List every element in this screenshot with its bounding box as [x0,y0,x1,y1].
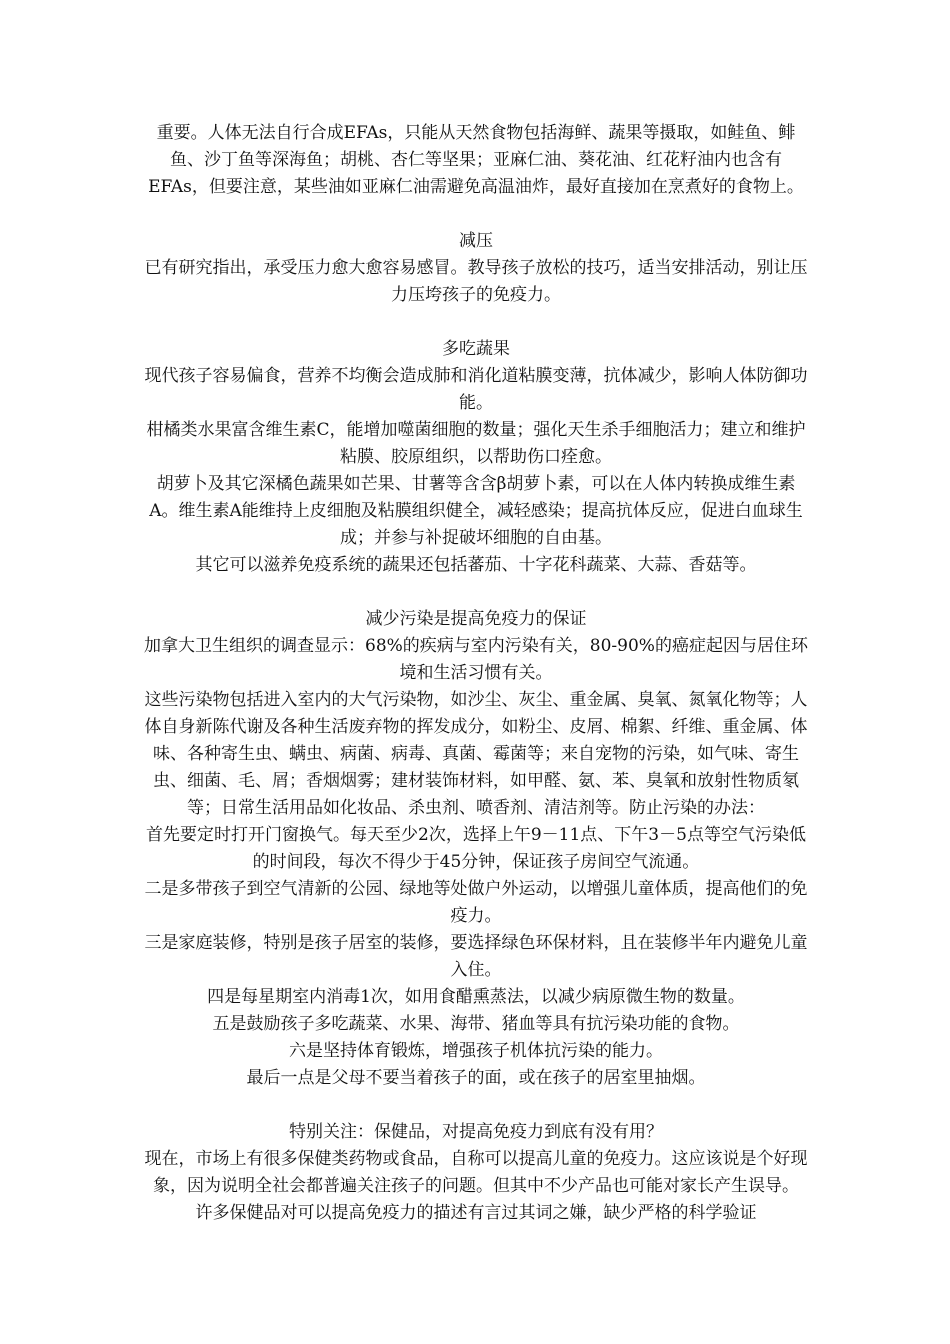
heading-vegetables: 多吃蔬果 [442,339,510,359]
section-gap [144,1092,808,1119]
paragraph: 胡萝卜及其它深橘色蔬果如芒果、甘薯等含含β胡萝卜素，可以在人体内转换成维生素A。维生素A能维持上皮细胞及粘膜组织健全，减轻感染；提高抗体反应，促进白血球生成；并参与补捉破坏细胞的自由基。 [149,474,803,548]
paragraph: 加拿大卫生组织的调查显示：68%的疾病与室内污染有关，80-90%的癌症起因与居住环境和生活习惯有关。 [144,636,808,683]
heading-stress: 减压 [459,231,493,251]
paragraph: 许多保健品对可以提高免疫力的描述有言过其词之嫌，缺少严格的科学验证 [195,1203,757,1223]
paragraph: 五是鼓励孩子多吃蔬菜、水果、海带、猪血等具有抗污染功能的食物。 [212,1014,740,1034]
paragraph: 六是坚持体育锻炼，增强孩子机体抗污染的能力。 [289,1041,663,1061]
paragraph: 已有研究指出，承受压力愈大愈容易感冒。教导孩子放松的技巧，适当安排活动，别让压力压垮孩子的免疫力。 [144,258,808,305]
paragraph: 首先要定时打开门窗换气。每天至少2次，选择上午9－11点、下午3－5点等空气污染低的时间段，每次不得少于45分钟，保证孩子房间空气流通。 [146,825,806,872]
document-page [144,120,808,1227]
paragraph: 现代孩子容易偏食，营养不均衡会造成肺和消化道粘膜变薄，抗体减少，影响人体防御功能。 [144,366,808,413]
paragraph: 二是多带孩子到空气清新的公园、绿地等处做户外运动，以增强儿童体质，提高他们的免疫力。 [144,879,808,926]
paragraph: 其它可以滋养免疫系统的蔬果还包括蕃茄、十字花科蔬菜、大蒜、香菇等。 [195,555,757,575]
paragraph: 现在，市场上有很多保健类药物或食品，自称可以提高儿童的免疫力。这应该说是个好现象，因为说明全社会都普遍关注孩子的问题。但其中不少产品也可能对家长产生误导。 [144,1149,808,1196]
paragraph: 三是家庭装修，特别是孩子居室的装修，要选择绿色环保材料，且在装修半年内避免儿童入住。 [144,933,808,980]
section-gap [144,201,808,228]
paragraph: 四是每星期室内消毒1次，如用食醋熏蒸法，以减少病原微生物的数量。 [207,987,745,1007]
heading-pollution: 减少污染是提高免疫力的保证 [365,609,587,629]
paragraph: 这些污染物包括进入室内的大气污染物，如沙尘、灰尘、重金属、臭氧、氮氧化物等；人体自身新陈代谢及各种生活废弃物的挥发成分，如粉尘、皮屑、棉絮、纤维、重金属、体味、各种寄生虫、螨虫、病菌、病毒、真菌、霉菌等；来自宠物的污染，如气味、寄生虫、细菌、毛、屑；香烟烟雾；建材装饰材料，如甲醛、氨、苯、臭氧和放射性物质氡等；日常生活用品如化妆品、杀虫剂、喷香剂、清洁剂等。防止污染的办法： [144,690,808,818]
section-gap [144,309,808,336]
heading-supplements: 特别关注：保健品，对提高免疫力到底有没有用？ [289,1122,663,1142]
section-gap [144,579,808,606]
intro-paragraph: 重要。人体无法自行合成EFAs，只能从天然食物包括海鲜、蔬果等摄取，如鲑鱼、鲱鱼、沙丁鱼等深海鱼；胡桃、杏仁等坚果；亚麻仁油、葵花油、红花籽油内也含有EFAs，但要注意，某些油如亚麻仁油需避免高温油炸，最好直接加在烹煮好的食物上。 [148,123,804,197]
paragraph: 最后一点是父母不要当着孩子的面，或在孩子的居室里抽烟。 [246,1068,706,1088]
paragraph: 柑橘类水果富含维生素C，能增加噬菌细胞的数量；强化天生杀手细胞活力；建立和维护粘膜、胶原组织，以帮助伤口痊愈。 [146,420,806,467]
